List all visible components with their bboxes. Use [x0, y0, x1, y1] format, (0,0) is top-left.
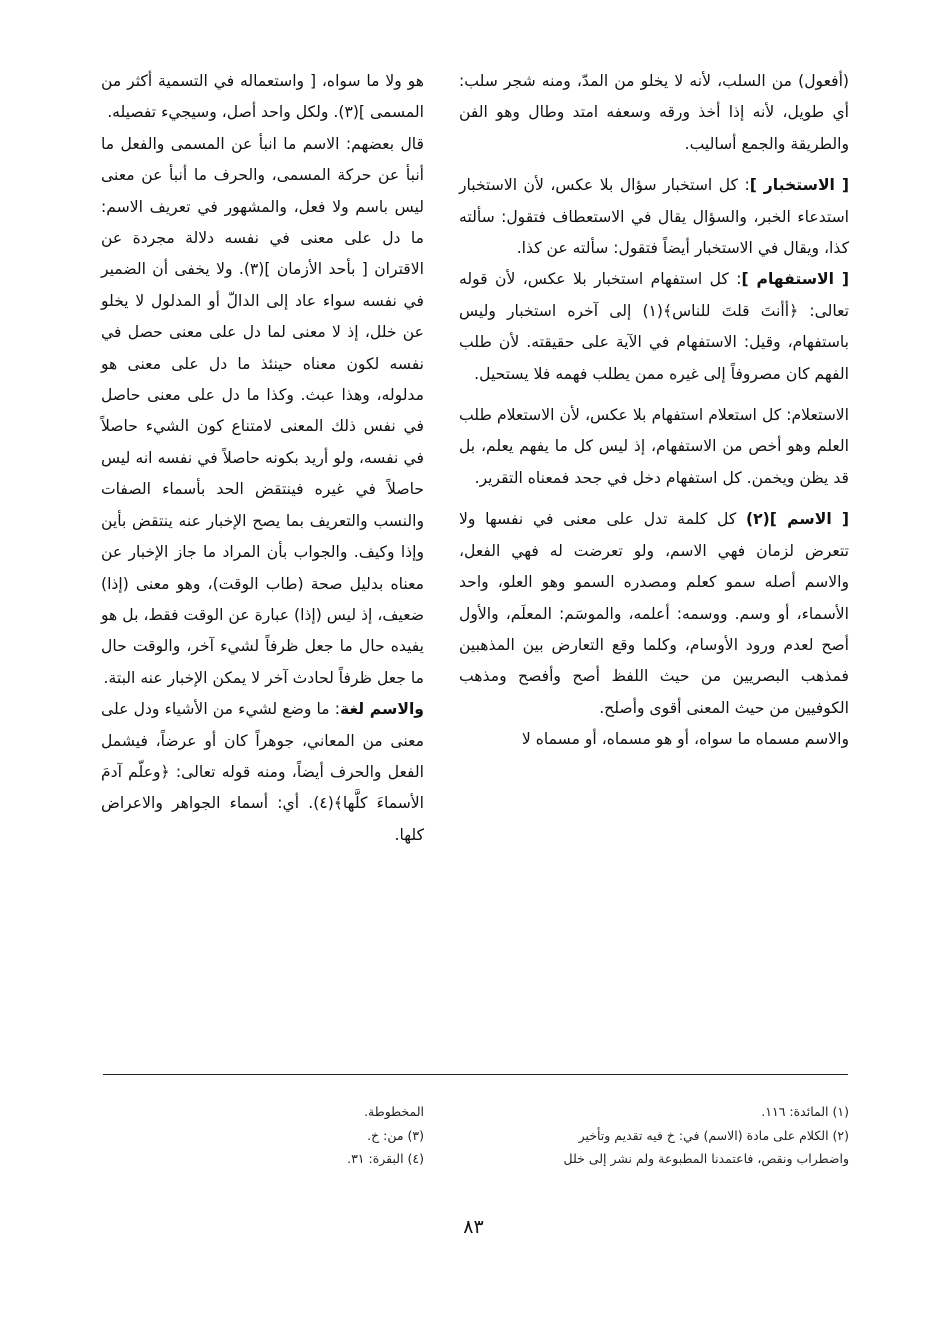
page-number: ٨٣ — [463, 1216, 484, 1238]
paragraph-text: : كل استفهام استخبار بلا عكس، لأن قوله تعالى: ﴿أأنتَ قلتَ للناس﴾(١) إلى آخره استخبار وليس باستفهام، وقيل: الاستفهام في الآية على حقيقته. لأن طلب الفهم كان مصروفاً إلى غيره ممن يطلب فهمه فلا يستحيل. — [459, 270, 849, 383]
footnote: المخطوطة. — [364, 1104, 424, 1119]
footnote: (٣) من: خ. — [367, 1127, 424, 1143]
paragraph — [459, 400, 849, 494]
footnote: واضطراب ونقص، فاعتمدنا المطبوعة ولم نشر إلى خلل — [563, 1151, 849, 1166]
right-column — [459, 66, 849, 756]
paragraph — [459, 504, 849, 724]
paragraph-text: (أفعول) من السلب، لأنه لا يخلو من المدّ، ومنه شجر سلب: أي طويل، لأنه إذا أخذ ورقه وسعفه امتد وطال وهو الفن والطريقة والجمع أساليب. — [459, 72, 849, 153]
entry-term: [ الاستفهام ] — [741, 270, 849, 289]
paragraph — [101, 694, 424, 851]
footnote-divider — [103, 1074, 848, 1075]
paragraph — [459, 170, 849, 264]
paragraph-text: : كل استخبار سؤال بلا عكس، لأن الاستخبار استدعاء الخبر، والسؤال يقال في الاستعطاف فتقول: سألته كذا، ويقال في الاستخبار أيضاً فتقول: سألته عن كذا. — [459, 176, 849, 258]
paragraph — [459, 66, 849, 160]
paragraph-text: والاسم مسماه ما سواه، أو هو مسماه، أو مسماه لا — [521, 730, 849, 749]
paragraph-text: كل كلمة تدل على معنى في نفسها ولا تتعرض لزمان فهي الاسم، ولو تعرضت له فهي الفعل، والاسم أصله سمو كعلم ومصدره السمو وهو العلو، واحد الأسماء، أو وسم. ووسمه: أعلمه، والموسَم: المعلَم، والأول أصح لعدم ورود الأوسام، وكلما وقع التعارض بين المذهبين فمذهب البصريين من حيث اللفظ أصح وأفصح ومذهب الكوفيين من حيث المعنى أقوى وأصلح. — [459, 510, 849, 717]
footnote: (٢) الكلام على مادة (الاسم) في: خ فيه تقديم وتأخير — [578, 1127, 849, 1143]
paragraph-text: : كل استعلام استفهام بلا عكس، لأن الاستعلام طلب العلم وهو أخص من الاستفهام، إذ ليس كل ما يفهم يعلم، بل قد يظن ويخمن. كل استفهام دخل في جحد فمعناه التقرير. — [459, 406, 849, 487]
entry-term: والاسم لغة — [340, 700, 424, 719]
entry-term: [ الاستخبار ] — [749, 176, 849, 195]
paragraph — [459, 264, 849, 390]
left-column — [101, 66, 424, 851]
paragraph — [101, 129, 424, 694]
paragraph-text: : ما وضع لشيء من الأشياء ودل على معنى من المعاني، جوهراً كان أو عرضاً، فيشمل الفعل والحرف أيضاً، ومنه قوله تعالى: ﴿وعلّم آدمَ الأسماءَ كلَّها﴾(٤). أي: أسماء الجواهر والاعراض كلها. — [101, 700, 425, 844]
paragraph-text: هو ولا ما سواه، [ واستعماله في التسمية أكثر من المسمى ](٣). ولكل واحد أصل، وسيجيء تفصيله. — [101, 72, 424, 122]
entry-term: [ الاسم ](٢) — [746, 510, 850, 529]
footnotes-right — [449, 1100, 849, 1171]
entry-term: الاستعلام — [791, 406, 849, 425]
entry-term: قال بعضهم — [351, 134, 424, 153]
paragraph — [459, 724, 849, 755]
footnotes-left — [124, 1100, 424, 1171]
footnote: (١) المائدة: ١١٦. — [761, 1104, 849, 1119]
footnote: (٤) البقرة: ٣١. — [347, 1151, 424, 1166]
paragraph — [101, 66, 424, 129]
paragraph-text: : الاسم ما انبأ عن المسمى والفعل ما أنبأ عن حركة المسمى، والحرف ما أنبأ عن معنى ليس باسم ولا فعل، والمشهور في تعريف الاسم: ما دل على معنى في نفسه دلالة مجردة عن الاقتران [ بأحد الأزمان ](٣). ولا يخفى أن الضمير في نفسه سواء عاد إلى الدالّ أو المدلول لا يخلو عن خلل، إذ لا معنى لما دل على معنى حصل في نفسه لكون معناه حينئذ ما دل على معنى هو مدلوله، وهذا عبث. وكذا ما دل على معنى حاصل في نفس ذلك المعنى لامتناع كون الشيء حاصلاً في نفسه، ولو أريد بكونه حاصلاً في نفسه انه ليس حاصلاً في غيره فينتقض الحد بأسماء الصفات والنسب والتعريف بما يصح الإخبار عنه ينتقض بأين وإذا وكيف. والجواب بأن المراد ما جاز الإخبار عن معناه بدليل صحة (طاب الوقت)، وهو معنى (إذا) ضعيف، إذ ليس (إذا) عبارة عن الوقت فقط، بل هو يفيده حال ما جعل ظرفاً لشيء آخر، والوقت حال ما جعل ظرفاً لحادث آخر لا يمكن الإخبار عنه البتة. — [101, 134, 424, 687]
